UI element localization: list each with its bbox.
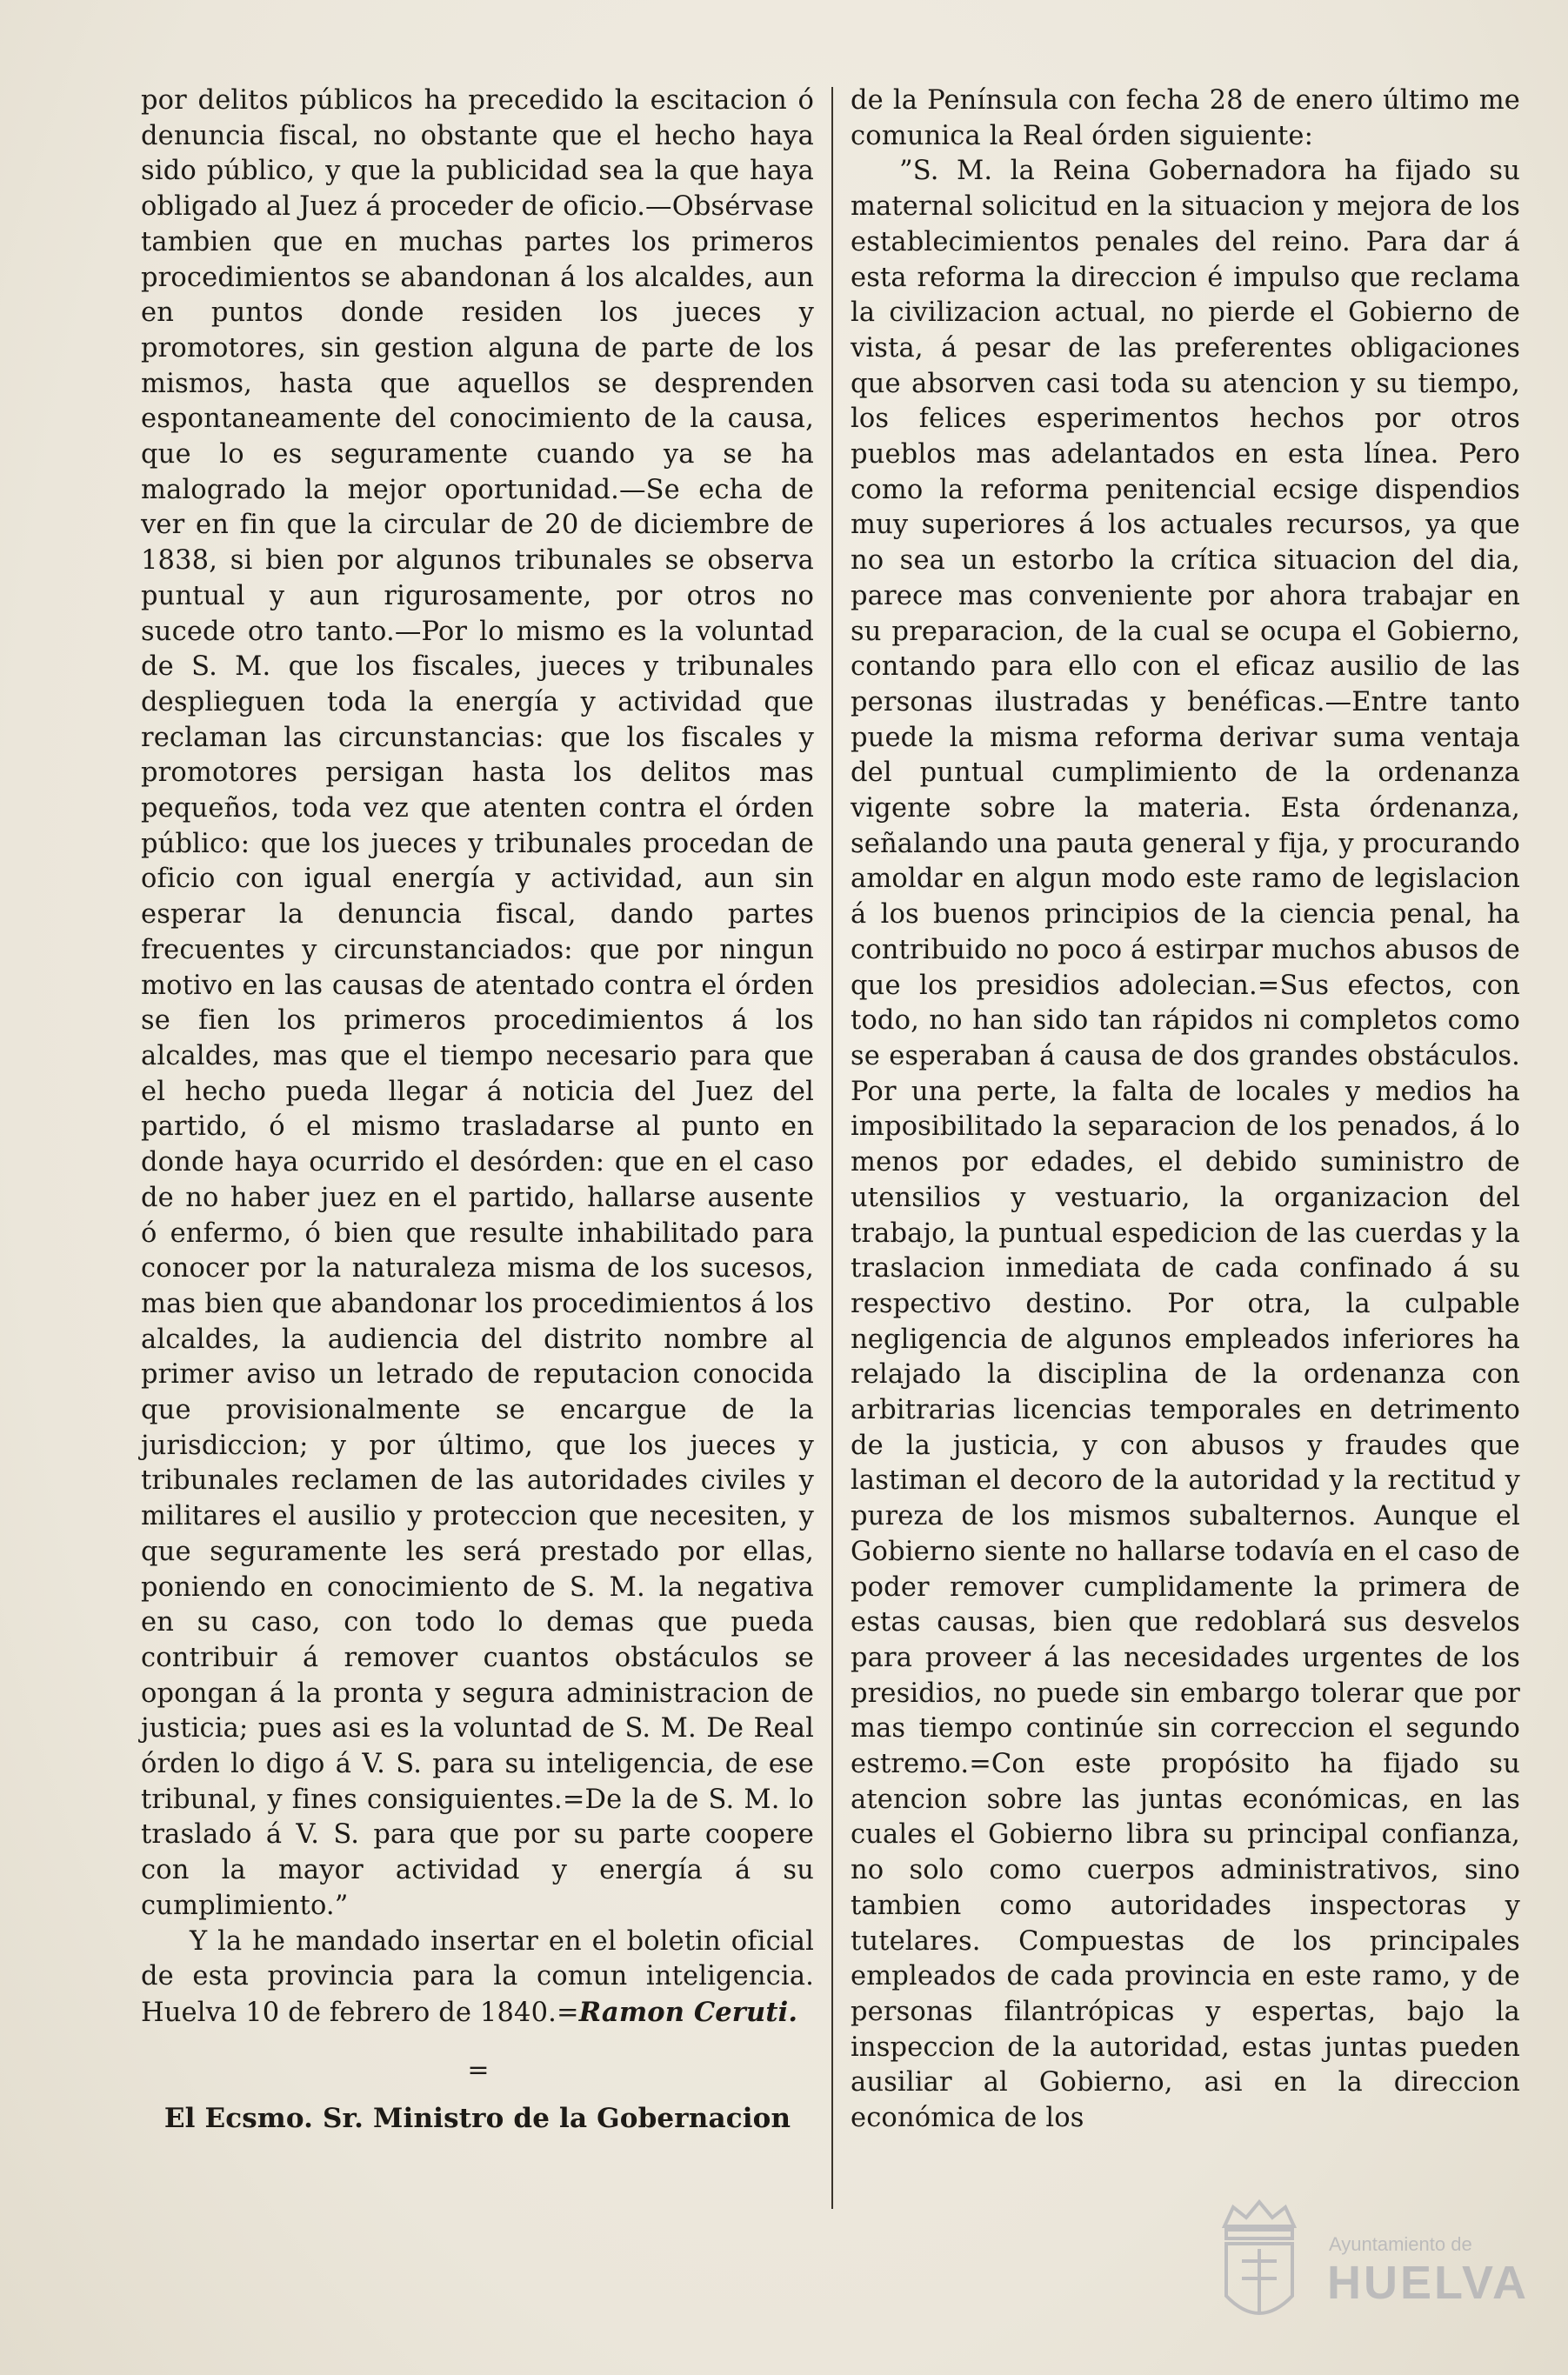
ayuntamiento-watermark	[1207, 2192, 1538, 2339]
closing-text: Y la he mandado insertar en el boletin oficial de esta provincia para la comun inteligencia. Huelva 10 de febrero de 1840.=	[141, 1925, 814, 2028]
right-paragraph-2: ”S. M. la Reina Gobernadora ha fijado su maternal solicitud en la situacion y mejora de los establecimientos penales del reino. Para dar á esta reforma la direccion é impulso que reclama la civilizacion actual, no pierde el Gobierno de vista, á pesar de las preferentes obligaciones que absorven casi toda su atencion y su tiempo, los felices esperimentos hechos por otros pueblos mas adelantados en esta línea. Pero como la reforma penitencial ecsige dispendios muy superiores á los actuales recursos, ya que no sea un estorbo la crítica situacion del dia, parece mas conveniente por ahora trabajar en su preparacion, de la cual se ocupa el Gobierno, contando para ello con el eficaz ausilio de las personas ilustradas y benéficas.—Entre tanto puede la misma reforma derivar suma ventaja del puntual cumplimiento de la ordenanza vigente sobre la materia. Esta órdenanza, señalando una pauta general y fija, y procurando amoldar en algun modo este ramo de legislacion á los buenos principios de la ciencia penal, ha contribuido no poco á estirpar muchos abusos de que los presidios adolecian.=Sus efectos, con todo, no han sido tan rápidos ni completos como se esperaban á causa de dos grandes obstáculos. Por una perte, la falta de locales y medios ha imposibilitado la separacion de los penados, á lo menos por edades, el debido suministro de utensilios y vestuario, la organizacion del trabajo, la puntual espedicion de las cuerdas y la traslacion inmediata de cada confinado á su respectivo destino. Por otra, la culpable negligencia de algunos empleados inferiores ha relajado la disciplina de la ordenanza con arbitrarias licencias temporales en detrimento de la justicia, y con abusos y fraudes que lastiman el decoro de la autoridad y la rectitud y pureza de los mismos subalternos. Aunque el Gobierno siente no hallarse todavía en el caso de poder remover cumplidamente la primera de estas causas, bien que redoblará sus desvelos para proveer á las necesidades urgentes de los presidios, no puede sin embargo tolerar que por mas tiempo continúe sin correccion el segundo estremo.=Con este propósito ha fijado su atencion sobre las juntas económicas, en las cuales el Gobierno libra su principal confianza, no solo como cuerpos administrativos, sino tambien como autoridades inspectoras y tutelares. Compuestas de los principales empleados de cada provincia en este ramo, y de personas filantrópicas y espertas, bajo la inspeccion de la autoridad, estas juntas pueden ausiliar al Gobierno, asi en la direccion económica de los	[851, 156, 1520, 2134]
left-paragraph-1: por delitos públicos ha precedido la escitacion ó denuncia fiscal, no obstante que el hecho haya sido público, y que la publicidad sea la que haya obligado al Juez á proceder de oficio.—Obsérvase tambien que en muchas partes los primeros procedimientos se abandonan á los alcaldes, aun en puntos donde residen los jueces y promotores, sin gestion alguna de parte de los mismos, hasta que aquellos se desprenden espontaneamente del conocimiento de la causa, que lo es seguramente cuando ya se ha malogrado la mejor oportunidad.—Se echa de ver en fin que la circular de 20 de diciembre de 1838, si bien por algunos tribunales se observa puntual y aun rigurosamente, por otros no sucede otro tanto.—Por lo mismo es la voluntad de S. M. que los fiscales, jueces y tribunales desplieguen toda la energía y actividad que reclaman las circunstancias: que los fiscales y promotores persigan hasta los delitos mas pequeños, toda vez que atenten contra el órden público: que los jueces y tribunales procedan de oficio con igual energía y actividad, aun sin esperar la denuncia fiscal, dando partes frecuentes y circunstanciados: que por ningun motivo en las causas de atentado contra el órden se fien los primeros procedimientos á los alcaldes, mas que el tiempo necesario para que el hecho pueda llegar á noticia del Juez del partido, ó el mismo trasladarse al punto en donde haya ocurrido el desórden: que en el caso de no haber juez en el partido, hallarse ausente ó enfermo, ó bien que resulte inhabilitado para conocer por la naturaleza misma de los sucesos, mas bien que abandonar los procedimientos á los alcaldes, la audiencia del distrito nombre al primer aviso un letrado de reputacion conocida que provisionalmente se encargue de la jurisdiccion; y por último, que los jueces y tribunales reclamen de las autoridades civiles y militares el ausilio y proteccion que necesiten, y que seguramente les será prestado por ellas, poniendo en conocimiento de S. M. la negativa en su caso, con todo lo demas que pueda contribuir á remover cuantos obstáculos se opongan á la pronta y segura administracion de justicia; pues asi es la voluntad de S. M. De Real órden lo digo á V. S. para su inteligencia, de ese tribunal, y fines consiguientes.=De la de S. M. lo traslado á V. S. para que por su parte coopere con la mayor actividad y energía á su cumplimiento.”	[141, 85, 814, 1921]
right-column	[851, 83, 1520, 2137]
left-paragraph-2	[141, 1925, 814, 2031]
column-divider	[831, 87, 833, 2209]
coat-of-arms-icon	[1207, 2192, 1311, 2339]
signature: Ramon Ceruti.	[578, 1996, 798, 2028]
watermark-line-1: Ayuntamiento de	[1329, 2233, 1472, 2255]
section-separator: =	[467, 2054, 488, 2085]
section-heading: El Ecsmo. Sr. Ministro de la Gobernacion	[163, 2102, 791, 2134]
right-paragraph-1: de la Península con fecha 28 de enero último me comunica la Real órden siguiente:	[851, 85, 1520, 151]
watermark-line-2: HUELVA	[1327, 2257, 1529, 2309]
left-column	[141, 83, 814, 2136]
